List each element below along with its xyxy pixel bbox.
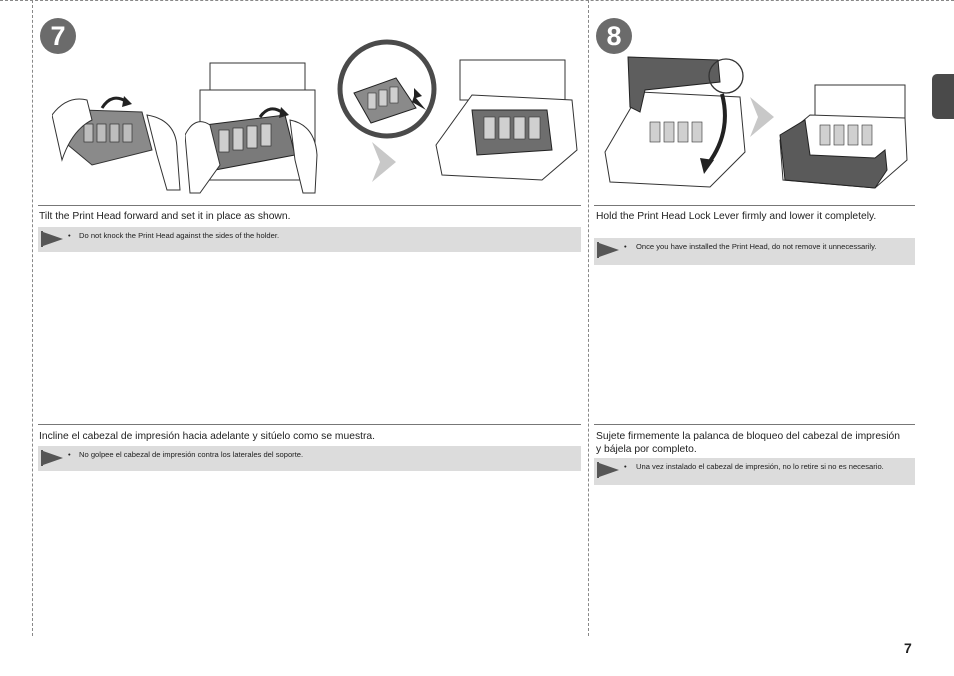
step-7-es-instruction: Incline el cabezal de impresión hacia adelante y sitúelo como se muestra.	[39, 431, 375, 442]
step-8-es-instruction: Sujete firmemente la palanca de bloqueo del cabezal de impresión y bájela por completo.	[596, 431, 900, 455]
step-8-es-note-text: Una vez instalado el cabezal de impresión, no lo retire si no es necesario.	[636, 462, 884, 471]
step-7-es-rule	[38, 424, 581, 425]
caution-flag-icon	[597, 242, 619, 258]
illustration-head-seated	[432, 55, 582, 183]
illustration-lever-locked	[775, 80, 910, 192]
illustration-head-into-holder	[185, 55, 325, 195]
step-7-number: 7	[40, 18, 76, 54]
illustration-hands-tilt-head	[52, 90, 182, 195]
step-8-es-note	[594, 458, 915, 485]
step-7-en-note-text: Do not knock the Print Head against the sides of the holder.	[79, 231, 280, 240]
illustration-zoom-caution	[336, 38, 438, 140]
step-8-es-rule	[594, 424, 915, 425]
top-trim-guide	[0, 0, 954, 1]
step-arrow-icon	[750, 97, 774, 137]
illustration-lower-lock-lever	[600, 52, 750, 190]
caution-flag-icon	[41, 450, 63, 466]
step-7-es-note-text: No golpee el cabezal de impresión contra los laterales del soporte.	[79, 450, 304, 459]
left-margin-guide	[32, 0, 33, 636]
center-fold-guide	[588, 0, 589, 636]
step-7-en-instruction: Tilt the Print Head forward and set it in place as shown.	[39, 211, 291, 222]
note-bullet: •	[68, 450, 71, 459]
step-8-en-note-text: Once you have installed the Print Head, do not remove it unnecessarily.	[636, 242, 877, 251]
note-bullet: •	[68, 231, 71, 240]
page-number: 7	[904, 640, 912, 656]
step-7-en-rule	[38, 205, 581, 206]
step-arrow-icon	[372, 142, 396, 182]
note-bullet: •	[624, 462, 627, 471]
step-7-en-note	[38, 227, 581, 252]
section-tab	[932, 74, 954, 119]
step-8-en-note	[594, 238, 915, 265]
caution-flag-icon	[597, 462, 619, 478]
note-bullet: •	[624, 242, 627, 251]
step-7-es-note	[38, 446, 581, 471]
step-8-number: 8	[596, 18, 632, 54]
caution-flag-icon	[41, 231, 63, 247]
step-8-en-instruction: Hold the Print Head Lock Lever firmly and lower it completely.	[596, 211, 877, 222]
step-8-en-rule	[594, 205, 915, 206]
